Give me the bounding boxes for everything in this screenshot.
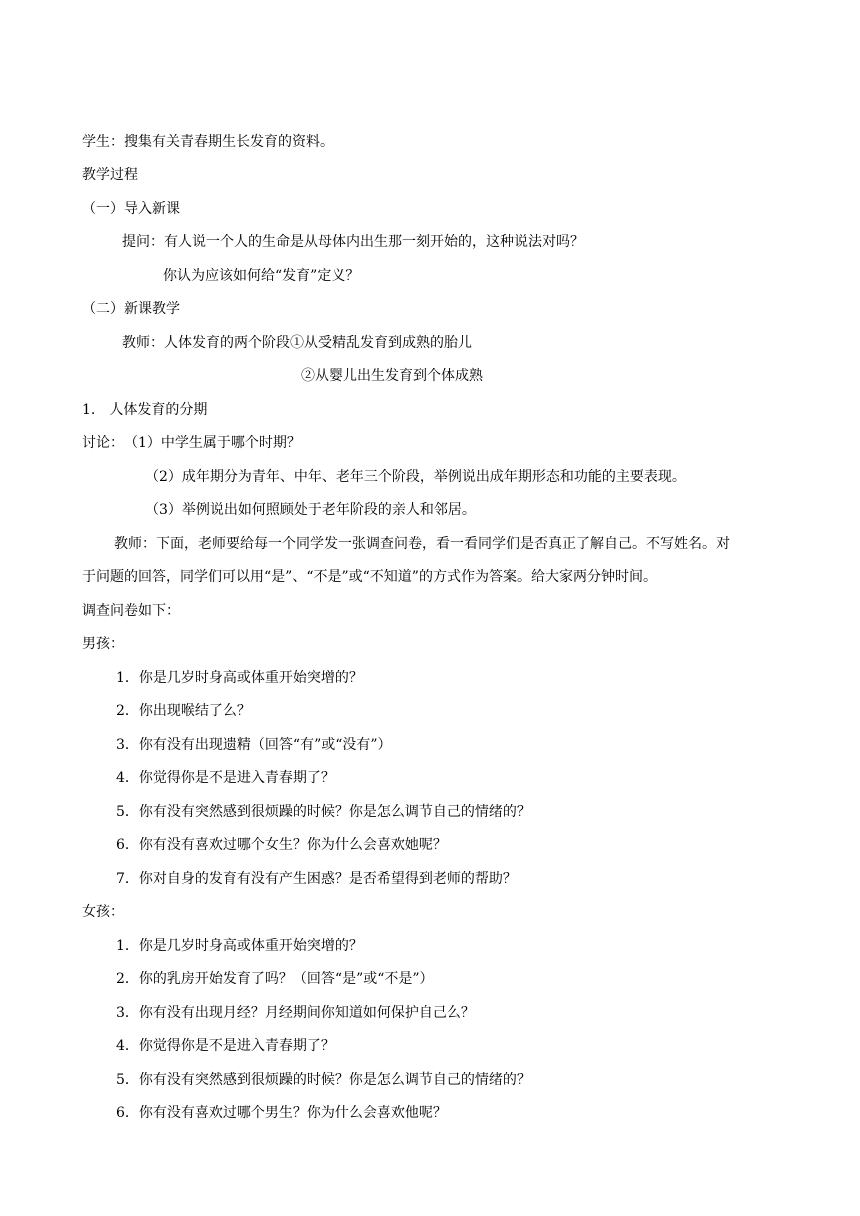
survey-intro-line: 调查问卷如下： bbox=[82, 603, 180, 619]
girls-question-3: 3．你有没有出现月经？月经期间你知道如何保护自己么？ bbox=[116, 1005, 475, 1021]
discussion-item-1: 讨论： （1）中学生属于哪个时期？ bbox=[82, 435, 301, 451]
discussion-item-3: （3）举例说出如何照顾处于老年阶段的亲人和邻居。 bbox=[145, 502, 476, 518]
teacher-survey-paragraph-line-2: 于问题的回答，同学们可以用“是”、“不是”或“不知道”的方式作为答案。给大家两分钟时间。 bbox=[82, 569, 657, 585]
boys-question-5: 5．你有没有突然感到很烦躁的时候？你是怎么调节自己的情绪的？ bbox=[116, 804, 531, 820]
section-heading-teaching-process: 教学过程 bbox=[82, 167, 138, 183]
boys-heading: 男孩： bbox=[82, 636, 124, 652]
girls-heading: 女孩： bbox=[82, 904, 124, 920]
numbered-heading-development-periods: 1. 人体发育的分期 bbox=[82, 402, 208, 418]
subsection-heading-new-lesson: （二）新课教学 bbox=[82, 301, 180, 317]
question-continuation-line: 你认为应该如何给“发育”定义？ bbox=[163, 268, 360, 284]
boys-question-3: 3．你有没有出现遗精（回答“有”或“没有”） bbox=[116, 737, 392, 753]
subsection-heading-intro: （一）导入新课 bbox=[82, 201, 180, 217]
question-line: 提问：有人说一个人的生命是从母体内出生那一刻开始的，这种说法对吗？ bbox=[122, 234, 584, 250]
girls-question-2: 2．你的乳房开始发育了吗？（回答“是”或“不是”） bbox=[116, 971, 434, 987]
girls-question-6: 6．你有没有喜欢过哪个男生？你为什么会喜欢他呢？ bbox=[116, 1105, 447, 1121]
boys-question-4: 4．你觉得你是不是进入青春期了？ bbox=[116, 770, 335, 786]
teacher-stages-line: 教师：人体发育的两个阶段①从受精乱发育到成熟的胎儿 bbox=[122, 335, 472, 351]
girls-question-5: 5．你有没有突然感到很烦躁的时候？你是怎么调节自己的情绪的？ bbox=[116, 1072, 531, 1088]
boys-question-1: 1．你是几岁时身高或体重开始突增的？ bbox=[116, 670, 363, 686]
teacher-stages-continuation: ②从婴儿出生发育到个体成熟 bbox=[301, 368, 483, 384]
boys-question-2: 2．你出现喉结了么？ bbox=[116, 703, 251, 719]
discussion-item-2: （2）成年期分为青年、中年、老年三个阶段，举例说出成年期形态和功能的主要表现。 bbox=[145, 469, 686, 485]
student-prep-line: 学生：搜集有关青春期生长发育的资料。 bbox=[82, 134, 334, 150]
girls-question-1: 1．你是几岁时身高或体重开始突增的？ bbox=[116, 938, 363, 954]
teacher-survey-paragraph-line-1: 教师：下面，老师要给每一个同学发一张调查问卷，看一看同学们是否真正了解自己。不写姓名。对 bbox=[114, 536, 730, 552]
boys-question-7: 7．你对自身的发育有没有产生困惑？是否希望得到老师的帮助？ bbox=[116, 871, 517, 887]
girls-question-4: 4．你觉得你是不是进入青春期了？ bbox=[116, 1038, 335, 1054]
boys-question-6: 6．你有没有喜欢过哪个女生？你为什么会喜欢她呢？ bbox=[116, 837, 447, 853]
